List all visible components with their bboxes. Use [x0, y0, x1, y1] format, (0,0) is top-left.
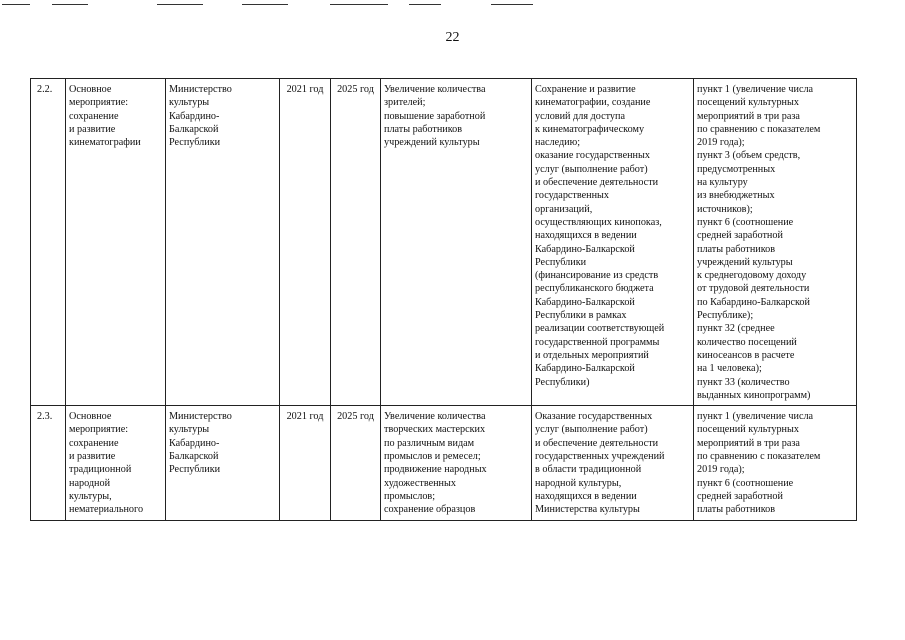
cell-line: мероприятий в три раза — [697, 110, 800, 122]
header-rule — [491, 4, 533, 5]
cell-line: сохранение образцов — [384, 504, 476, 516]
cell-line: и обеспечение деятельности — [535, 437, 659, 449]
cell-line: Министерства культуры — [535, 504, 640, 516]
cell-text: 2021 год — [286, 84, 324, 95]
cell-line: мероприятие: — [69, 424, 129, 436]
cell-line: источников); — [697, 203, 753, 215]
cell-executor — [166, 406, 280, 520]
cell-line: Балкарской — [169, 123, 219, 135]
cell-line: находящихся в ведении — [535, 230, 637, 242]
cell-line: на 1 человека); — [697, 363, 762, 375]
cell-line: кинематографии, создание — [535, 97, 651, 109]
cell-line: из внебюджетных — [697, 190, 775, 202]
cell-line: Республики — [169, 464, 221, 476]
activities-table — [30, 78, 857, 521]
cell-line: Оказание государственных — [535, 411, 653, 423]
cell-line: Кабардино-Балкарской — [535, 363, 635, 375]
cell-line: наследию; — [535, 137, 581, 149]
cell-line: Основное — [69, 411, 112, 423]
cell-end-year — [331, 79, 381, 406]
cell-line: количество посещений — [697, 336, 797, 348]
cell-event — [66, 79, 166, 406]
cell-line: Кабардино- — [169, 437, 220, 449]
cell-line: народной — [69, 477, 111, 489]
cell-directions — [532, 406, 694, 520]
cell-line: Министерство — [169, 84, 232, 95]
cell-line: от трудовой деятельности — [697, 283, 810, 295]
cell-line: реализации соответствующей — [535, 323, 665, 335]
header-rules — [0, 0, 905, 10]
cell-line: учреждений культуры — [697, 256, 793, 268]
cell-line: к кинематографическому — [535, 123, 645, 135]
cell-line: в области традиционной — [535, 464, 642, 476]
cell-line: кинематографии — [69, 137, 141, 149]
page-number: 22 — [445, 30, 460, 45]
header-rule — [242, 4, 288, 5]
cell-line: пункт 6 (соотношение — [697, 477, 794, 489]
cell-line: 2019 года); — [697, 137, 745, 149]
cell-line: Республики в рамках — [535, 310, 627, 322]
cell-line: зрителей; — [384, 97, 426, 109]
cell-line: Кабардино- — [169, 110, 220, 122]
cell-end-year — [331, 406, 381, 520]
cell-text: 2025 год — [337, 84, 374, 95]
cell-line: Республики — [535, 256, 587, 268]
cell-line: и отдельных мероприятий — [535, 349, 649, 361]
cell-indicators — [694, 406, 857, 520]
cell-line: на культуру — [697, 177, 748, 189]
cell-line: культуры — [169, 424, 210, 436]
cell-line: Увеличение количества — [384, 84, 486, 95]
cell-text: 2.2. — [37, 84, 53, 95]
cell-directions — [532, 79, 694, 406]
cell-line: Министерство — [169, 411, 232, 423]
cell-line: пункт 1 (увеличение числа — [697, 84, 814, 95]
cell-line: пункт 6 (соотношение — [697, 216, 794, 228]
cell-line: Республике); — [697, 310, 754, 322]
cell-line: условий для доступа — [535, 110, 625, 122]
cell-line: государственной программы — [535, 336, 660, 348]
cell-line: и развитие — [69, 451, 116, 463]
cell-line: платы работников — [697, 243, 776, 255]
cell-line: республиканского бюджета — [535, 283, 654, 295]
table-row — [31, 406, 857, 520]
cell-line: Увеличение количества — [384, 411, 486, 423]
cell-line: и развитие — [69, 123, 116, 135]
header-rule — [2, 4, 30, 5]
cell-line: посещений культурных — [697, 97, 799, 109]
cell-line: государственных — [535, 190, 609, 202]
cell-line: услуг (выполнение работ) — [535, 163, 648, 175]
cell-line: средней заработной — [697, 490, 783, 502]
cell-line: мероприятий в три раза — [697, 437, 800, 449]
cell-line: к среднегодовому доходу — [697, 270, 807, 282]
cell-line: традиционной — [69, 464, 132, 476]
cell-event — [66, 406, 166, 520]
cell-line: Сохранение и развитие — [535, 84, 636, 95]
cell-line: промыслов и ремесел; — [384, 451, 481, 463]
cell-line: по сравнению с показателем — [697, 451, 821, 463]
cell-line: Республики — [169, 137, 221, 149]
cell-text: 2021 год — [286, 411, 324, 423]
cell-line: по различным видам — [384, 437, 475, 449]
header-rule — [330, 4, 388, 5]
cell-expected-result — [381, 406, 532, 520]
cell-indicators — [694, 79, 857, 406]
cell-line: пункт 1 (увеличение числа — [697, 411, 814, 423]
cell-text: 2025 год — [337, 411, 374, 423]
cell-line: культуры — [169, 97, 210, 109]
cell-line: оказание государственных — [535, 150, 650, 162]
cell-line: посещений культурных — [697, 424, 799, 436]
cell-line: народной культуры, — [535, 477, 622, 489]
cell-line: платы работников — [384, 123, 463, 135]
cell-line: Балкарской — [169, 451, 219, 463]
cell-line: пункт 32 (среднее — [697, 323, 775, 335]
cell-line: выданных кинопрограмм) — [697, 389, 811, 401]
cell-line: продвижение народных — [384, 464, 487, 476]
cell-line: по Кабардино-Балкарской — [697, 296, 810, 308]
cell-line: Основное — [69, 84, 112, 95]
cell-line: услуг (выполнение работ) — [535, 424, 648, 436]
cell-line: предусмотренных — [697, 163, 776, 175]
cell-line: и обеспечение деятельности — [535, 177, 659, 189]
cell-line: киносеансов в расчете — [697, 349, 795, 361]
cell-text: 2.3. — [37, 411, 53, 423]
cell-line: Кабардино-Балкарской — [535, 296, 635, 308]
table-body — [31, 79, 857, 521]
cell-line: по сравнению с показателем — [697, 123, 821, 135]
cell-line: художественных — [384, 477, 456, 489]
cell-line: промыслов; — [384, 490, 436, 502]
cell-line: повышение заработной — [384, 110, 486, 122]
table-row — [31, 79, 857, 406]
cell-line: учреждений культуры — [384, 137, 480, 149]
header-rule — [409, 4, 441, 5]
header-rule — [157, 4, 203, 5]
cell-line: Кабардино-Балкарской — [535, 243, 635, 255]
cell-line: осуществляющих кинопоказ, — [535, 216, 662, 228]
header-rule — [52, 4, 88, 5]
cell-line: находящихся в ведении — [535, 490, 637, 502]
cell-line: средней заработной — [697, 230, 783, 242]
cell-line: платы работников — [697, 504, 776, 516]
cell-executor — [166, 79, 280, 406]
cell-number — [31, 406, 66, 520]
cell-start-year — [280, 406, 331, 520]
cell-line: Республики) — [535, 376, 590, 388]
cell-line: сохранение — [69, 110, 119, 122]
cell-expected-result — [381, 79, 532, 406]
cell-line: творческих мастерских — [384, 424, 486, 436]
cell-line: 2019 года); — [697, 464, 745, 476]
cell-line: организаций, — [535, 203, 593, 215]
cell-line: государственных учреждений — [535, 451, 665, 463]
cell-line: культуры, — [69, 490, 112, 502]
cell-line: нематериального — [69, 504, 144, 516]
cell-line: пункт 33 (количество — [697, 376, 790, 388]
cell-line: сохранение — [69, 437, 119, 449]
cell-line: мероприятие: — [69, 97, 129, 109]
cell-line: (финансирование из средств — [535, 270, 659, 282]
cell-number — [31, 79, 66, 406]
cell-start-year — [280, 79, 331, 406]
cell-line: пункт 3 (объем средств, — [697, 150, 801, 162]
